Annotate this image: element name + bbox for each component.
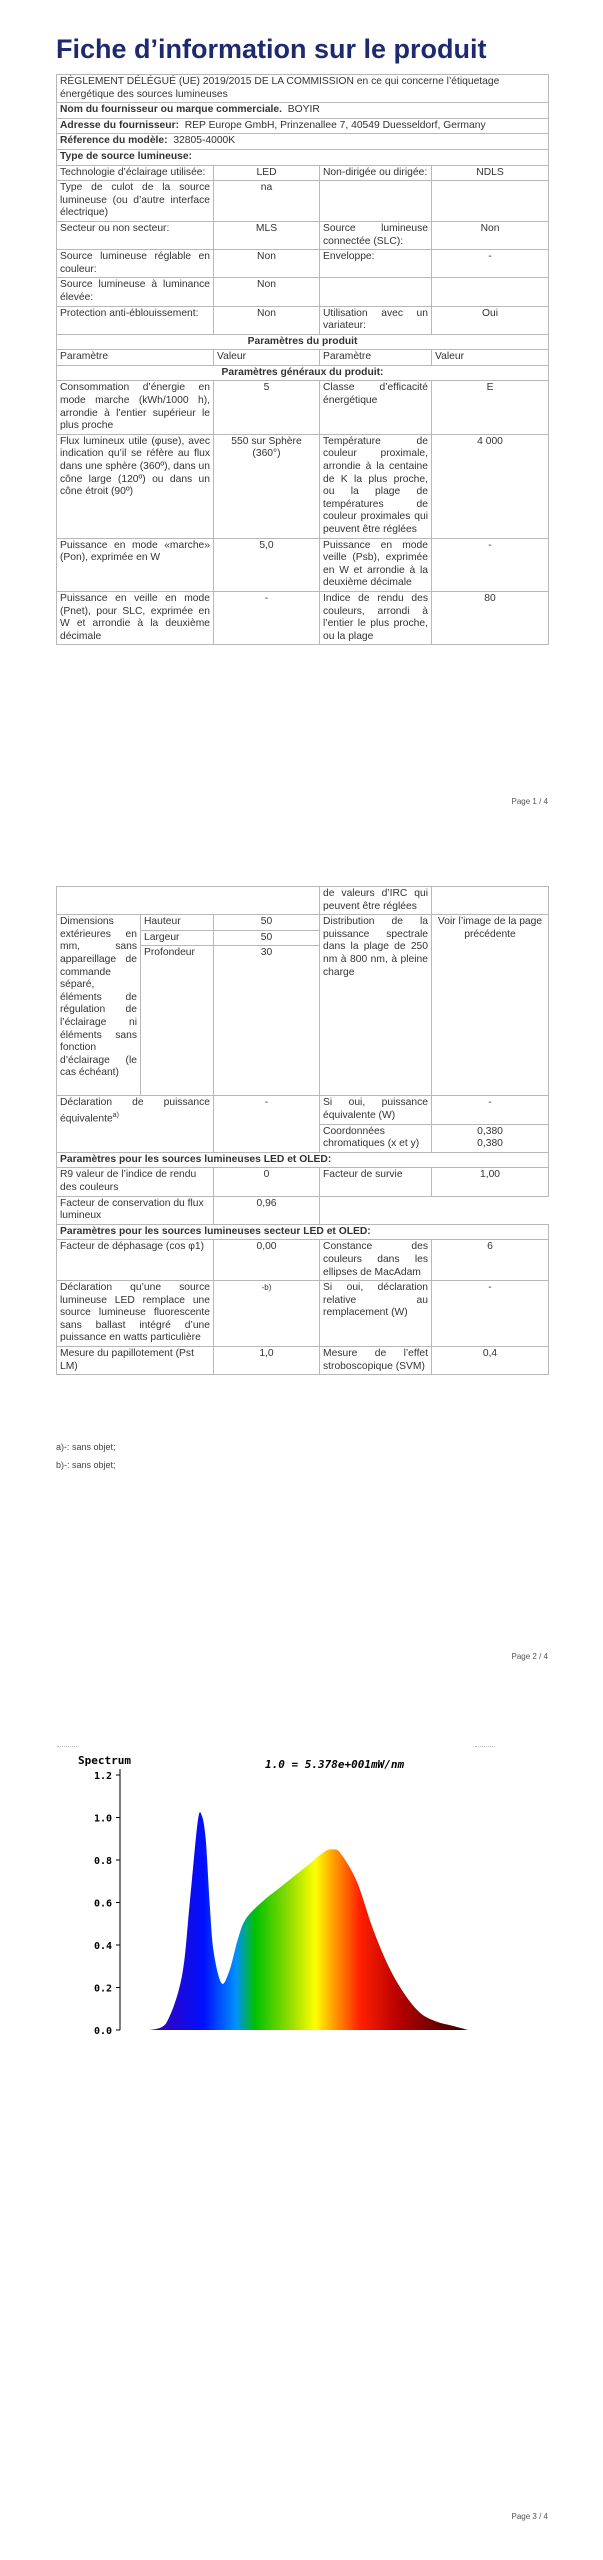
regulation-text: RÈGLEMENT DÉLÉGUÉ (UE) 2019/2015 DE LA COMMISSION en ce qui concerne l’étiquetage énergétique des sources lumineuses bbox=[57, 75, 549, 103]
column-header-row bbox=[57, 350, 549, 366]
row-label: Type de culot de la source lumineuse (ou d’autre interface électrique) bbox=[57, 181, 214, 222]
row-value: LED bbox=[214, 165, 320, 181]
row-label: Puissance en mode veille (Psb), exprimée en W et arrondie à la deuxième décimale bbox=[320, 538, 432, 591]
chroma-y: 0,380 bbox=[477, 1138, 503, 1150]
table-row bbox=[57, 1096, 549, 1124]
row-value: - bbox=[214, 591, 320, 644]
row-value: -b) bbox=[214, 1281, 320, 1347]
row-label: Classe d’efficacité énergétique bbox=[320, 381, 432, 434]
row-label: Facteur de déphasage (cos φ1) bbox=[57, 1240, 214, 1281]
row-label: Secteur ou non secteur: bbox=[57, 221, 214, 249]
row-value: - bbox=[432, 250, 549, 278]
row-value: - bbox=[214, 1096, 320, 1152]
row-value: 0,00 bbox=[214, 1240, 320, 1281]
divider bbox=[57, 1746, 77, 1748]
table-row bbox=[57, 591, 549, 644]
row-label: Source lumineuse réglable en couleur: bbox=[57, 250, 214, 278]
row-value: 4 000 bbox=[432, 434, 549, 538]
table-row bbox=[57, 181, 549, 222]
row-label: Enveloppe: bbox=[320, 250, 432, 278]
page-title: Fiche d’information sur le produit bbox=[56, 34, 487, 64]
spectral-value: Voir l’image de la page précédente bbox=[432, 915, 549, 1096]
spectral-label: Distribution de la puissance spectrale dans la plage de 250 nm à 800 nm, à pleine charge bbox=[320, 915, 432, 1096]
footnote-ref: a) bbox=[112, 1111, 119, 1119]
y-tick-label: 0.4 bbox=[93, 1941, 112, 1952]
row-label: Utilisation avec un variateur: bbox=[320, 306, 432, 334]
row-value bbox=[432, 278, 549, 306]
row-value: 6 bbox=[432, 1240, 549, 1281]
row-label bbox=[57, 1096, 214, 1152]
row-label: Mesure du papillotement (Pst LM) bbox=[57, 1347, 214, 1375]
row-label: de valeurs d’IRC qui peuvent être réglées bbox=[320, 887, 432, 915]
table-row bbox=[57, 250, 549, 278]
page-1 bbox=[0, 0, 603, 830]
dimension-name: Profondeur bbox=[141, 946, 214, 1096]
table-row bbox=[57, 915, 549, 931]
supplier-value: BOYIR bbox=[287, 104, 320, 116]
row-label: Si oui, déclaration relative au remplacement (W) bbox=[320, 1281, 432, 1347]
row-value: 5 bbox=[214, 381, 320, 434]
row-label: Source lumineuse à luminance élevée: bbox=[57, 278, 214, 306]
chart-title: 1.0 = 5.378e+001mW/nm bbox=[265, 1758, 405, 1771]
row-label: Coordonnées chromatiques (x et y) bbox=[320, 1124, 432, 1152]
row-label: Constance des couleurs dans les ellipses de MacAdam bbox=[320, 1240, 432, 1281]
product-info-table-continued bbox=[56, 886, 549, 1375]
supplier-row bbox=[57, 103, 549, 119]
row-label: Non-dirigée ou dirigée: bbox=[320, 165, 432, 181]
column-header: Valeur bbox=[432, 350, 549, 366]
column-header: Paramètre bbox=[57, 350, 214, 366]
row-label: Facteur de conservation du flux lumineux bbox=[57, 1196, 214, 1224]
row-value: 80 bbox=[432, 591, 549, 644]
row-value: na bbox=[214, 181, 320, 222]
row-label: Puissance en veille en mode (Pnet), pour SLC, exprimée en W et arrondie à la deuxième décimale bbox=[57, 591, 214, 644]
row-value: - bbox=[432, 538, 549, 591]
y-tick-label: 0.0 bbox=[93, 2026, 112, 2037]
table-row bbox=[57, 1196, 549, 1224]
params-header: Paramètres du produit bbox=[57, 334, 549, 350]
row-label: Source lumineuse connectée (SLC): bbox=[320, 221, 432, 249]
column-header: Valeur bbox=[214, 350, 320, 366]
footnote-a: a)-: sans objet; bbox=[56, 1442, 116, 1452]
dimension-value: 50 bbox=[214, 915, 320, 931]
model-row bbox=[57, 134, 549, 150]
row-value: - bbox=[432, 1281, 549, 1347]
table-row bbox=[57, 538, 549, 591]
y-tick-label: 0.8 bbox=[93, 1856, 112, 1867]
row-label: Mesure de l’effet stroboscopique (SVM) bbox=[320, 1347, 432, 1375]
dimension-name: Hauteur bbox=[141, 915, 214, 931]
row-value: MLS bbox=[214, 221, 320, 249]
address-row bbox=[57, 118, 549, 134]
y-tick-label: 0.2 bbox=[93, 1983, 112, 1995]
row-value: Non bbox=[214, 278, 320, 306]
row-value: 1,00 bbox=[432, 1168, 549, 1196]
address-label: Adresse du fournisseur: bbox=[60, 119, 180, 131]
dimension-value: 50 bbox=[214, 930, 320, 946]
row-value: 0,4 bbox=[432, 1347, 549, 1375]
row-value: 550 sur Sphère (360°) bbox=[214, 434, 320, 538]
row-label: Si oui, puissance équivalente (W) bbox=[320, 1096, 432, 1124]
dimension-value: 30 bbox=[214, 946, 320, 1096]
row-label: Puissance en mode «marche» (Pon), exprimée en W bbox=[57, 538, 214, 591]
y-tick-label: 1.2 bbox=[93, 1771, 112, 1782]
supplier-label: Nom du fournisseur ou marque commerciale. bbox=[60, 104, 283, 116]
row-value: 1,0 bbox=[214, 1347, 320, 1375]
row-label: R9 valeur de l’indice de rendu des couleurs bbox=[57, 1168, 214, 1196]
dimensions-label: Dimensions extérieures en mm, sans appareillage de commande séparé, éléments de régulation de l’éclairage ni éléments sans fonction d’éclairage (le cas échéant) bbox=[57, 915, 141, 1096]
row-label: Déclaration qu’une source lumineuse LED remplace une source lumineuse fluorescente sans ballast intégré d’une puissance en watts particulière bbox=[57, 1281, 214, 1347]
page-2 bbox=[0, 830, 603, 1710]
row-label: Indice de rendu des couleurs, arrondi à l’entier le plus proche, ou la plage bbox=[320, 591, 432, 644]
row-value: Non bbox=[432, 221, 549, 249]
table-row bbox=[57, 381, 549, 434]
page-3 bbox=[0, 1710, 603, 2560]
table-row bbox=[57, 887, 549, 915]
row-label: Facteur de survie bbox=[320, 1168, 432, 1196]
row-value: 0 bbox=[214, 1168, 320, 1196]
row-label: Technologie d’éclairage utilisée: bbox=[57, 165, 214, 181]
row-value: E bbox=[432, 381, 549, 434]
footnote-b: b)-: sans objet; bbox=[56, 1460, 116, 1470]
row-value bbox=[432, 1124, 549, 1152]
row-label bbox=[320, 278, 432, 306]
spectrum-chart bbox=[60, 1755, 480, 2040]
page-number: Page 2 / 4 bbox=[511, 1652, 548, 1661]
table-row bbox=[57, 306, 549, 334]
row-value: Non bbox=[214, 250, 320, 278]
y-axis-label: Spectrum bbox=[78, 1755, 131, 1767]
divider bbox=[475, 1746, 495, 1748]
table-row bbox=[57, 434, 549, 538]
row-value: - bbox=[432, 1096, 549, 1124]
row-label: Température de couleur proximale, arrondie à la centaine de K la plus proche, ou la plage de températures de couleur proximales qui peuvent être réglées bbox=[320, 434, 432, 538]
table-row bbox=[57, 1240, 549, 1281]
row-value: 5,0 bbox=[214, 538, 320, 591]
spectrum-svg bbox=[60, 1755, 480, 2040]
equivalent-power-label: Déclaration de puissance équivalente bbox=[60, 1097, 210, 1125]
y-tick-label: 0.6 bbox=[93, 1898, 112, 1910]
table-row bbox=[57, 1168, 549, 1196]
row-label bbox=[320, 181, 432, 222]
product-info-table bbox=[56, 74, 549, 645]
table-row bbox=[57, 165, 549, 181]
row-value: NDLS bbox=[432, 165, 549, 181]
row-label: Flux lumineux utile (φuse), avec indication qu’il se réfère au flux dans une sphère (360º), dans un cône large (120º) ou dans un cône étroit (90º) bbox=[57, 434, 214, 538]
column-header: Paramètre bbox=[320, 350, 432, 366]
chroma-x: 0,380 bbox=[477, 1125, 503, 1137]
row-value: 0,96 bbox=[214, 1196, 320, 1224]
table-row bbox=[57, 1281, 549, 1347]
spectrum-curve bbox=[150, 1812, 468, 2030]
model-value: 32805-4000K bbox=[173, 135, 236, 147]
row-label: Consommation d’énergie en mode marche (kWh/1000 h), arrondie à l’entier supérieur le plus proche bbox=[57, 381, 214, 434]
general-params-header: Paramètres généraux du produit: bbox=[57, 365, 549, 381]
page-number: Page 3 / 4 bbox=[511, 2512, 548, 2521]
row-value bbox=[432, 181, 549, 222]
model-label: Réference du modèle: bbox=[60, 135, 168, 147]
table-row bbox=[57, 221, 549, 249]
row-label: Protection anti-éblouissement: bbox=[57, 306, 214, 334]
table-row bbox=[57, 278, 549, 306]
table-row bbox=[57, 1347, 549, 1375]
row-value: Oui bbox=[432, 306, 549, 334]
led-oled-header: Paramètres pour les sources lumineuses LED et OLED: bbox=[57, 1152, 549, 1168]
mains-led-header: Paramètres pour les sources lumineuses secteur LED et OLED: bbox=[57, 1224, 549, 1240]
type-header: Type de source lumineuse: bbox=[57, 149, 549, 165]
address-value: REP Europe GmbH, Prinzenallee 7, 40549 Duesseldorf, Germany bbox=[184, 119, 486, 131]
y-tick-label: 1.0 bbox=[93, 1813, 112, 1825]
page-number: Page 1 / 4 bbox=[511, 797, 548, 806]
row-value: Non bbox=[214, 306, 320, 334]
dimension-name: Largeur bbox=[141, 930, 214, 946]
